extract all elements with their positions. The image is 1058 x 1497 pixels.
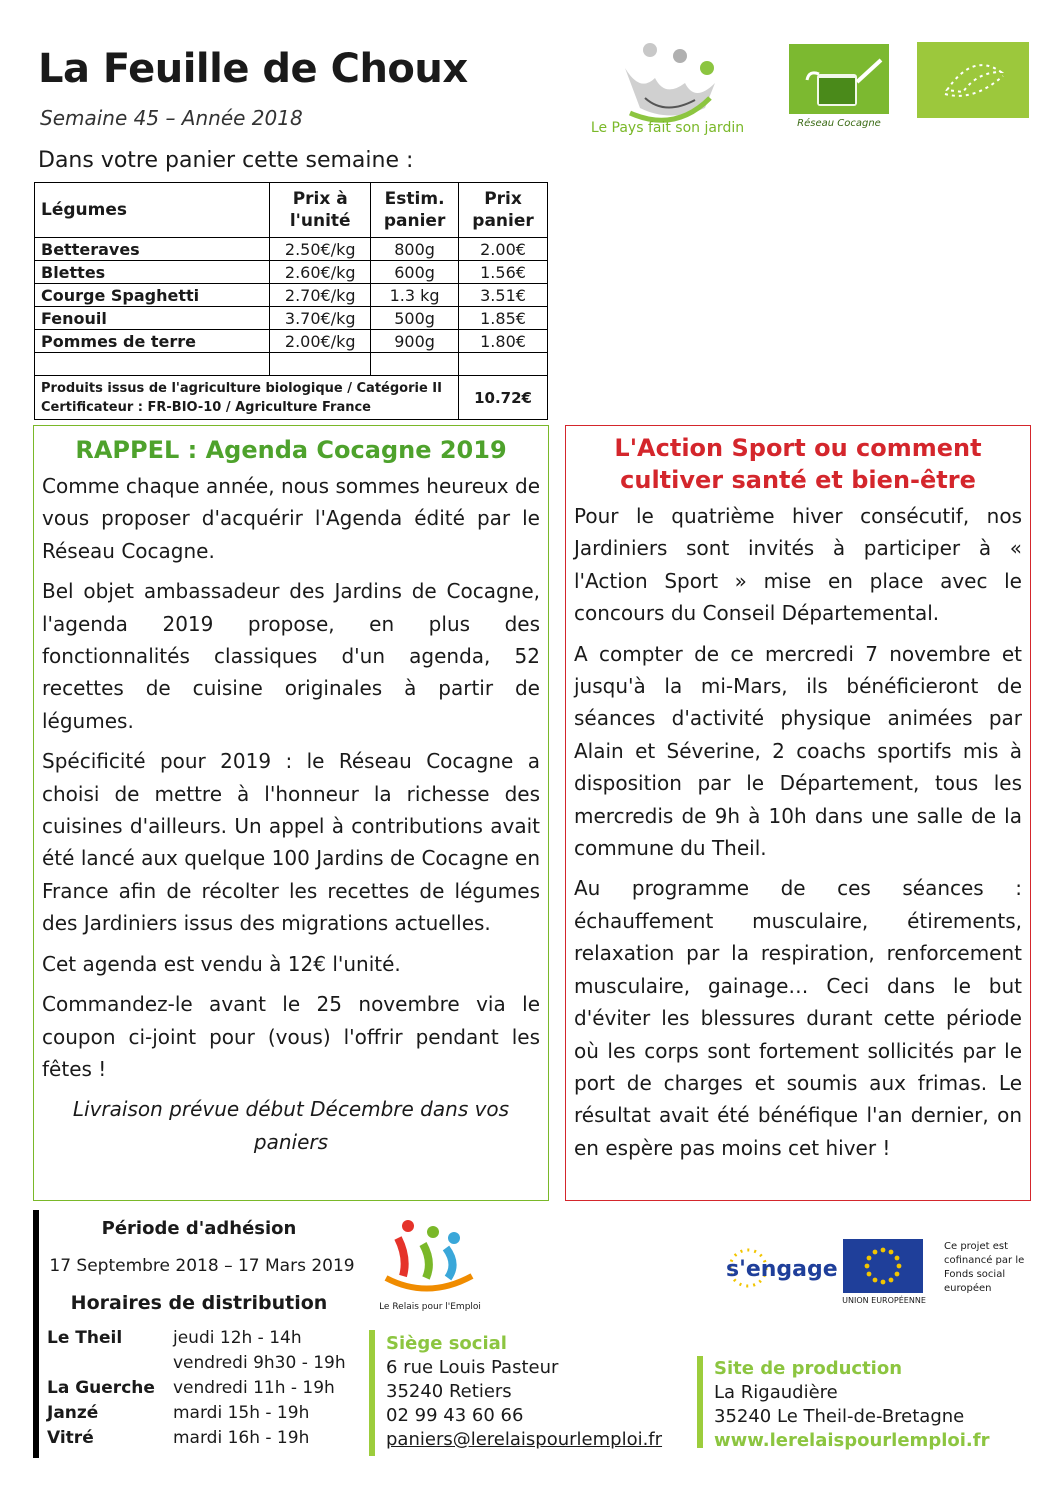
vegetable-name: Betteraves xyxy=(35,238,270,261)
distribution-times: mardi 16h - 19h xyxy=(173,1428,310,1448)
distribution-times: jeudi 12h - 14h xyxy=(173,1328,302,1348)
eu-flag-logo xyxy=(843,1239,923,1293)
unit-price: 3.70€/kg xyxy=(270,307,371,330)
distribution-place: Janzé xyxy=(47,1403,99,1423)
article-paragraph: Cet agenda est vendu à 12€ l'unité. xyxy=(42,951,401,976)
eu-caption: UNION EUROPÉENNE xyxy=(842,1296,926,1305)
unit-price: 2.00€/kg xyxy=(270,330,371,353)
reseau-cocagne-logo xyxy=(789,44,889,114)
email-link[interactable]: paniers@lerelaispourlemploi.fr xyxy=(386,1429,663,1450)
distribution-place: Vitré xyxy=(47,1428,94,1448)
article-paragraph: Au programme de ces séances : échauffement musculaire, étirements, relaxation par la respiration, renforcement musculaire, gainage… Ceci dans le but d'éviter les blessures durant cette période où les corps sont fortement sollicités par le port de charges et soumis aux frimas. Le résultat avait été bénéfique l'an dernier, on en espère pas moins cet hiver ! xyxy=(574,876,1022,1160)
basket-estimate: 800g xyxy=(371,238,459,261)
distribution-place: Le Theil xyxy=(47,1328,123,1348)
table-row xyxy=(35,261,548,284)
distribution-times: vendredi 11h - 19h xyxy=(173,1378,335,1398)
membership-period-title: Période d'adhésion xyxy=(101,1218,297,1239)
eu-organic-logo xyxy=(917,42,1029,118)
unit-price: 2.70€/kg xyxy=(270,284,371,307)
production-site-address xyxy=(714,1357,989,1453)
head-office-title: Siège social xyxy=(386,1333,507,1354)
certification-line-1: Produits issus de l'agriculture biologique / Catégorie II xyxy=(41,380,442,396)
basket-price-table xyxy=(34,182,548,420)
pays-jardin-caption: Le Pays fait son jardin xyxy=(590,120,745,136)
vegetable-name: Pommes de terre xyxy=(35,330,270,353)
list-item xyxy=(47,1376,367,1401)
relais-pour-emploi-logo xyxy=(378,1218,478,1300)
table-row xyxy=(35,330,548,353)
reseau-cocagne-caption: Réseau Cocagne xyxy=(797,118,881,129)
action-sport-article xyxy=(565,425,1031,1201)
basket-price: 1.85€ xyxy=(459,307,548,330)
membership-period-dates: 17 Septembre 2018 – 17 Mars 2019 xyxy=(49,1256,355,1276)
list-item xyxy=(47,1326,367,1351)
production-site-title: Site de production xyxy=(714,1358,903,1379)
col-header-estimate: Estim. panier xyxy=(371,183,459,238)
basket-price: 2.00€ xyxy=(459,238,548,261)
basket-estimate: 1.3 kg xyxy=(371,284,459,307)
website-link[interactable]: www.lerelaispourlemploi.fr xyxy=(714,1430,990,1451)
basket-price: 1.56€ xyxy=(459,261,548,284)
delivery-note: Livraison prévue début Décembre dans vos paniers xyxy=(72,1097,510,1154)
newsletter-title: La Feuille de Choux xyxy=(38,46,468,92)
basket-estimate: 500g xyxy=(371,307,459,330)
list-item xyxy=(47,1426,367,1451)
basket-total: 10.72€ xyxy=(459,376,548,420)
article-paragraph: A compter de ce mercredi 7 novembre et jusqu'à la mi-Mars, ils bénéficieront de séances d'activité physique animées par Alain et Séverine, 2 coachs sportifs mis à disposition par le Département, tous les mercredis de 9h à 10h dans une salle de la commune du Theil. xyxy=(574,641,1022,861)
unit-price: 2.60€/kg xyxy=(270,261,371,284)
section-divider xyxy=(697,1356,703,1448)
table-row xyxy=(35,307,548,330)
distribution-place xyxy=(47,1351,173,1376)
table-header-row xyxy=(35,183,548,238)
table-row xyxy=(35,284,548,307)
phone-number: 02 99 43 60 66 xyxy=(386,1405,524,1426)
vegetable-name: Fenouil xyxy=(35,307,270,330)
relais-caption: Le Relais pour l'Emploi xyxy=(379,1302,481,1312)
list-item xyxy=(47,1351,367,1376)
col-header-basket-price: Prix panier xyxy=(459,183,548,238)
address-line: La Rigaudière xyxy=(714,1382,838,1403)
basket-estimate: 600g xyxy=(371,261,459,284)
unit-price: 2.50€/kg xyxy=(270,238,371,261)
empty-row xyxy=(35,353,548,376)
distribution-times: mardi 15h - 19h xyxy=(173,1403,310,1423)
action-sport-title: L'Action Sport ou comment cultiver santé et bien-être xyxy=(614,434,982,494)
europe-engage-text: s'engage xyxy=(726,1257,838,1282)
article-paragraph: Comme chaque année, nous sommes heureux de vous proposer d'acquérir l'Agenda édité par le Réseau Cocagne. xyxy=(42,474,540,563)
europe-engage-logo xyxy=(718,1238,838,1304)
issue-subtitle: Semaine 45 – Année 2018 xyxy=(40,106,303,130)
basket-estimate: 900g xyxy=(371,330,459,353)
col-header-vegetables: Légumes xyxy=(35,183,270,238)
certification-line-2: Certificateur : FR-BIO-10 / Agriculture France xyxy=(41,399,371,415)
article-paragraph: Pour le quatrième hiver consécutif, nos Jardiniers sont invités à participer à « l'Action Sport » mise en place avec le concours du Conseil Départemental. xyxy=(574,504,1022,626)
agenda-article-title: RAPPEL : Agenda Cocagne 2019 xyxy=(75,436,507,464)
basket-price: 1.80€ xyxy=(459,330,548,353)
certification-note xyxy=(35,376,459,420)
list-item xyxy=(47,1401,367,1426)
distribution-hours-list xyxy=(47,1326,367,1451)
article-paragraph: Bel objet ambassadeur des Jardins de Cocagne, l'agenda 2019 propose, en plus des fonctionnalités classiques d'un agenda, 52 recettes de cuisine originales à partir de légumes. xyxy=(42,579,540,733)
basket-price: 3.51€ xyxy=(459,284,548,307)
article-paragraph: Spécificité pour 2019 : le Réseau Cocagne a choisi de mettre à l'honneur la richesse des cuisines d'ailleurs. Un appel à contributions avait été lancé aux quelque 100 Jardins de Cocagne en France afin de récolter les recettes de légumes des Jardiniers issus des migrations actuelles. xyxy=(42,749,540,936)
vegetable-name: Courge Spaghetti xyxy=(35,284,270,307)
distribution-hours-title: Horaires de distribution xyxy=(70,1292,328,1314)
table-footer-row xyxy=(35,376,548,420)
section-divider xyxy=(33,1210,39,1458)
fse-cofinancing-note: Ce projet est cofinancé par le Fonds social européen xyxy=(944,1241,1025,1294)
basket-heading: Dans votre panier cette semaine : xyxy=(38,148,414,173)
address-line: 35240 Retiers xyxy=(386,1381,512,1402)
address-line: 6 rue Louis Pasteur xyxy=(386,1357,559,1378)
vegetable-name: Blettes xyxy=(35,261,270,284)
col-header-unit-price: Prix à l'unité xyxy=(270,183,371,238)
article-paragraph: Commandez-le avant le 25 novembre via le coupon ci-joint pour (vous) l'offrir pendant les fêtes ! xyxy=(42,992,540,1081)
address-line: 35240 Le Theil-de-Bretagne xyxy=(714,1406,965,1427)
table-row xyxy=(35,238,548,261)
distribution-times: vendredi 9h30 - 19h xyxy=(173,1353,346,1373)
agenda-article xyxy=(33,425,549,1201)
head-office-address xyxy=(386,1332,662,1452)
distribution-place: La Guerche xyxy=(47,1378,155,1398)
section-divider xyxy=(369,1330,375,1456)
